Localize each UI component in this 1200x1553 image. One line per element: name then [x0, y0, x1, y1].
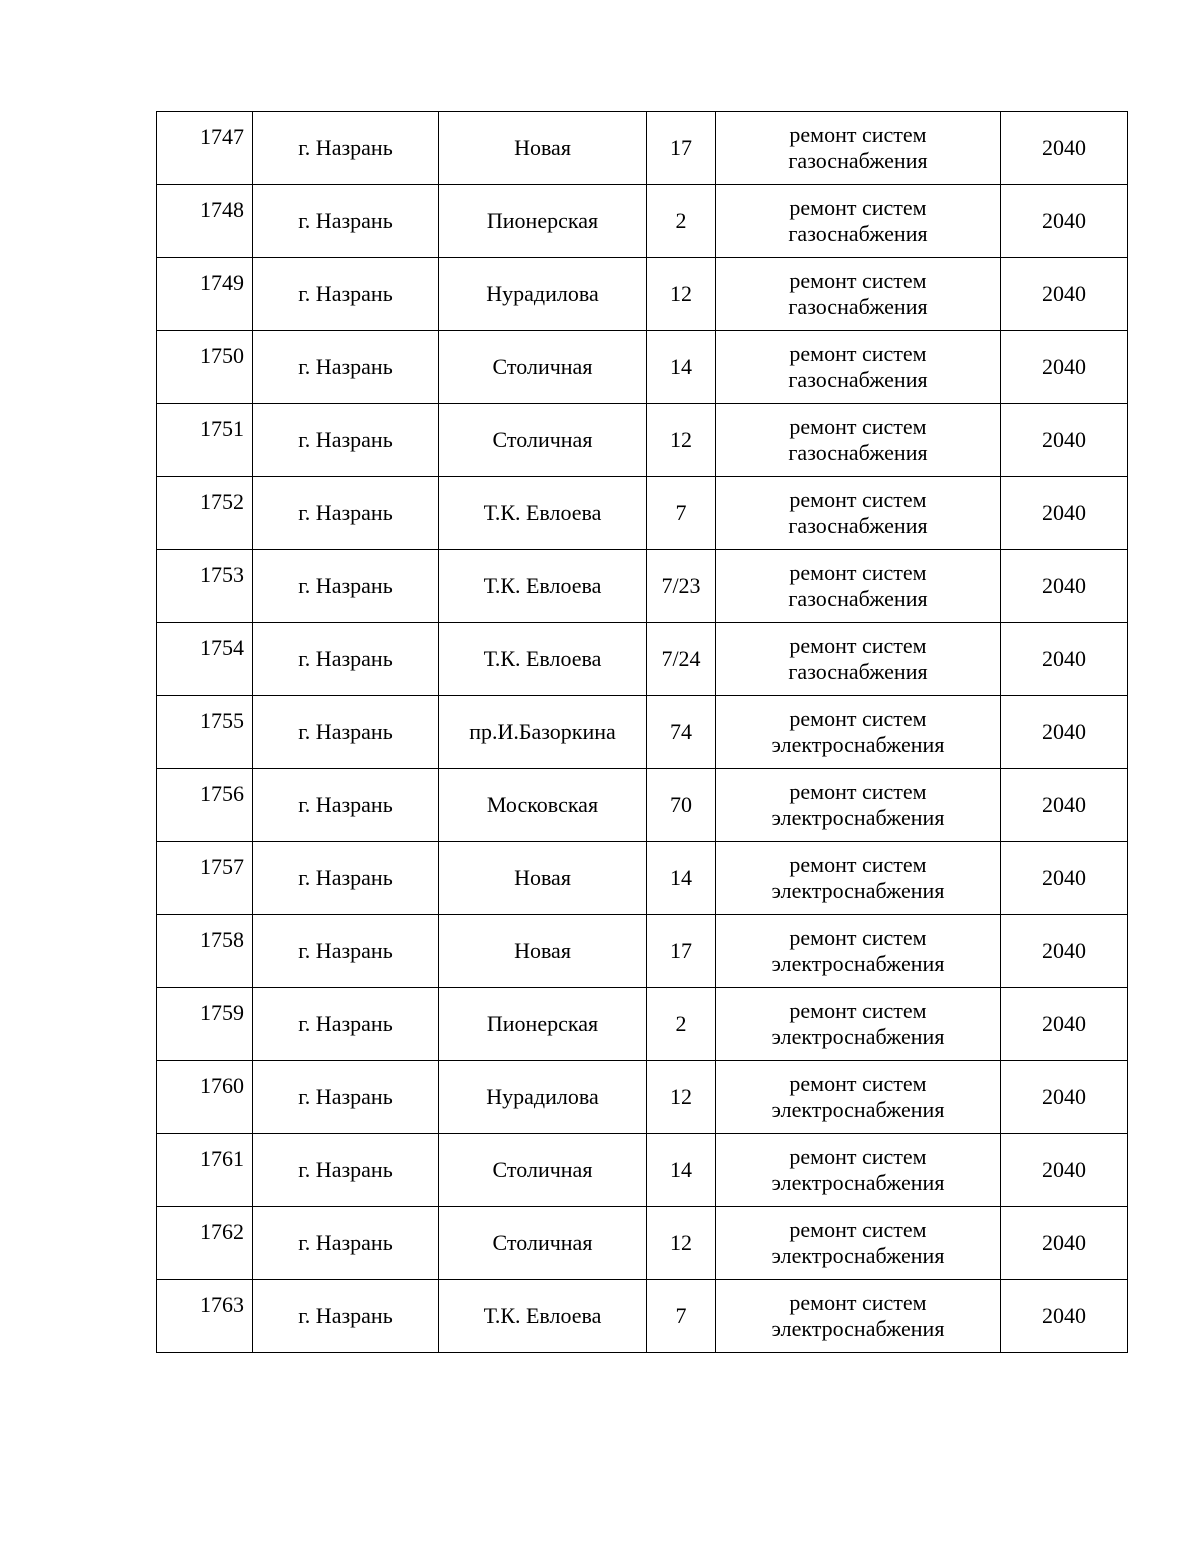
row-number-cell: 1750: [157, 331, 253, 404]
house-number-cell: 7/23: [647, 550, 716, 623]
work-type-line-1: ремонт систем: [789, 268, 927, 293]
work-type-line-1: ремонт систем: [789, 414, 927, 439]
work-type-line-1: ремонт систем: [789, 1144, 927, 1169]
table-row: [157, 185, 1128, 258]
city-cell: г. Назрань: [253, 404, 439, 477]
street-cell: Т.К. Евлоева: [439, 550, 647, 623]
work-type-line-2: электроснабжения: [771, 1170, 945, 1195]
table-row: [157, 769, 1128, 842]
year-cell: 2040: [1001, 623, 1128, 696]
row-number-cell: 1758: [157, 915, 253, 988]
row-number-cell: 1753: [157, 550, 253, 623]
work-type-line-1: ремонт систем: [789, 560, 927, 585]
work-type-cell: [716, 769, 1001, 842]
table-row: [157, 842, 1128, 915]
work-type-cell: [716, 331, 1001, 404]
work-type-line-2: электроснабжения: [771, 1024, 945, 1049]
work-type-cell: [716, 112, 1001, 185]
table-row: [157, 1061, 1128, 1134]
city-cell: г. Назрань: [253, 915, 439, 988]
table-row: [157, 1207, 1128, 1280]
work-type-line-1: ремонт систем: [789, 925, 927, 950]
house-number-cell: 2: [647, 185, 716, 258]
street-cell: Московская: [439, 769, 647, 842]
work-type-line-1: ремонт систем: [789, 1290, 927, 1315]
year-cell: 2040: [1001, 258, 1128, 331]
house-number-cell: 17: [647, 915, 716, 988]
work-type-cell: [716, 1280, 1001, 1353]
city-cell: г. Назрань: [253, 1061, 439, 1134]
city-cell: г. Назрань: [253, 1207, 439, 1280]
house-number-cell: 7: [647, 477, 716, 550]
work-type-cell: [716, 1061, 1001, 1134]
street-cell: Нурадилова: [439, 1061, 647, 1134]
table-row: [157, 112, 1128, 185]
work-type-line-2: электроснабжения: [771, 1097, 945, 1122]
city-cell: г. Назрань: [253, 1280, 439, 1353]
street-cell: пр.И.Базоркина: [439, 696, 647, 769]
row-number-cell: 1759: [157, 988, 253, 1061]
house-number-cell: 74: [647, 696, 716, 769]
house-number-cell: 14: [647, 842, 716, 915]
work-type-line-2: газоснабжения: [788, 586, 928, 611]
city-cell: г. Назрань: [253, 842, 439, 915]
house-number-cell: 12: [647, 404, 716, 477]
city-cell: г. Назрань: [253, 331, 439, 404]
city-cell: г. Назрань: [253, 769, 439, 842]
house-number-cell: 7/24: [647, 623, 716, 696]
year-cell: 2040: [1001, 112, 1128, 185]
work-type-line-2: газоснабжения: [788, 221, 928, 246]
work-type-cell: [716, 1134, 1001, 1207]
city-cell: г. Назрань: [253, 1134, 439, 1207]
work-type-line-1: ремонт систем: [789, 779, 927, 804]
table-row: [157, 1280, 1128, 1353]
work-type-cell: [716, 623, 1001, 696]
city-cell: г. Назрань: [253, 185, 439, 258]
work-type-line-1: ремонт систем: [789, 998, 927, 1023]
work-type-line-2: газоснабжения: [788, 440, 928, 465]
work-type-cell: [716, 404, 1001, 477]
work-type-line-2: газоснабжения: [788, 513, 928, 538]
work-type-line-1: ремонт систем: [789, 706, 927, 731]
year-cell: 2040: [1001, 477, 1128, 550]
row-number-cell: 1751: [157, 404, 253, 477]
row-number-cell: 1755: [157, 696, 253, 769]
work-type-cell: [716, 477, 1001, 550]
table-body: [157, 112, 1128, 1353]
house-number-cell: 12: [647, 258, 716, 331]
work-type-line-2: газоснабжения: [788, 148, 928, 173]
table-row: [157, 550, 1128, 623]
year-cell: 2040: [1001, 769, 1128, 842]
year-cell: 2040: [1001, 550, 1128, 623]
row-number-cell: 1760: [157, 1061, 253, 1134]
year-cell: 2040: [1001, 331, 1128, 404]
work-type-cell: [716, 842, 1001, 915]
house-number-cell: 12: [647, 1207, 716, 1280]
year-cell: 2040: [1001, 1061, 1128, 1134]
work-type-line-1: ремонт систем: [789, 487, 927, 512]
table-row: [157, 404, 1128, 477]
house-number-cell: 7: [647, 1280, 716, 1353]
year-cell: 2040: [1001, 915, 1128, 988]
house-number-cell: 14: [647, 331, 716, 404]
street-cell: Столичная: [439, 1134, 647, 1207]
year-cell: 2040: [1001, 988, 1128, 1061]
row-number-cell: 1762: [157, 1207, 253, 1280]
city-cell: г. Назрань: [253, 550, 439, 623]
repair-schedule-table: [156, 111, 1128, 1353]
work-type-cell: [716, 696, 1001, 769]
row-number-cell: 1748: [157, 185, 253, 258]
city-cell: г. Назрань: [253, 623, 439, 696]
row-number-cell: 1763: [157, 1280, 253, 1353]
table-row: [157, 477, 1128, 550]
house-number-cell: 17: [647, 112, 716, 185]
work-type-line-2: электроснабжения: [771, 951, 945, 976]
work-type-line-2: электроснабжения: [771, 805, 945, 830]
street-cell: Новая: [439, 112, 647, 185]
street-cell: Столичная: [439, 1207, 647, 1280]
city-cell: г. Назрань: [253, 258, 439, 331]
work-type-line-2: электроснабжения: [771, 732, 945, 757]
row-number-cell: 1752: [157, 477, 253, 550]
street-cell: Пионерская: [439, 185, 647, 258]
street-cell: Пионерская: [439, 988, 647, 1061]
table-row: [157, 1134, 1128, 1207]
street-cell: Столичная: [439, 404, 647, 477]
work-type-cell: [716, 258, 1001, 331]
work-type-line-1: ремонт систем: [789, 195, 927, 220]
table-row: [157, 623, 1128, 696]
street-cell: Т.К. Евлоева: [439, 477, 647, 550]
house-number-cell: 70: [647, 769, 716, 842]
city-cell: г. Назрань: [253, 696, 439, 769]
year-cell: 2040: [1001, 404, 1128, 477]
house-number-cell: 12: [647, 1061, 716, 1134]
work-type-cell: [716, 1207, 1001, 1280]
street-cell: Т.К. Евлоева: [439, 1280, 647, 1353]
table-row: [157, 915, 1128, 988]
work-type-cell: [716, 915, 1001, 988]
work-type-line-1: ремонт систем: [789, 1071, 927, 1096]
row-number-cell: 1757: [157, 842, 253, 915]
year-cell: 2040: [1001, 185, 1128, 258]
work-type-cell: [716, 988, 1001, 1061]
street-cell: Новая: [439, 915, 647, 988]
work-type-line-2: электроснабжения: [771, 1316, 945, 1341]
work-type-line-1: ремонт систем: [789, 633, 927, 658]
row-number-cell: 1749: [157, 258, 253, 331]
year-cell: 2040: [1001, 842, 1128, 915]
work-type-cell: [716, 185, 1001, 258]
street-cell: Т.К. Евлоева: [439, 623, 647, 696]
table-row: [157, 258, 1128, 331]
table-row: [157, 331, 1128, 404]
street-cell: Новая: [439, 842, 647, 915]
year-cell: 2040: [1001, 1207, 1128, 1280]
year-cell: 2040: [1001, 1280, 1128, 1353]
row-number-cell: 1761: [157, 1134, 253, 1207]
work-type-line-2: газоснабжения: [788, 659, 928, 684]
year-cell: 2040: [1001, 1134, 1128, 1207]
street-cell: Нурадилова: [439, 258, 647, 331]
table-row: [157, 988, 1128, 1061]
row-number-cell: 1747: [157, 112, 253, 185]
row-number-cell: 1756: [157, 769, 253, 842]
work-type-line-2: электроснабжения: [771, 1243, 945, 1268]
year-cell: 2040: [1001, 696, 1128, 769]
city-cell: г. Назрань: [253, 988, 439, 1061]
work-type-line-1: ремонт систем: [789, 852, 927, 877]
work-type-line-1: ремонт систем: [789, 1217, 927, 1242]
house-number-cell: 14: [647, 1134, 716, 1207]
work-type-line-1: ремонт систем: [789, 341, 927, 366]
work-type-cell: [716, 550, 1001, 623]
street-cell: Столичная: [439, 331, 647, 404]
table-row: [157, 696, 1128, 769]
work-type-line-2: газоснабжения: [788, 294, 928, 319]
city-cell: г. Назрань: [253, 477, 439, 550]
work-type-line-2: электроснабжения: [771, 878, 945, 903]
row-number-cell: 1754: [157, 623, 253, 696]
house-number-cell: 2: [647, 988, 716, 1061]
work-type-line-1: ремонт систем: [789, 122, 927, 147]
work-type-line-2: газоснабжения: [788, 367, 928, 392]
city-cell: г. Назрань: [253, 112, 439, 185]
